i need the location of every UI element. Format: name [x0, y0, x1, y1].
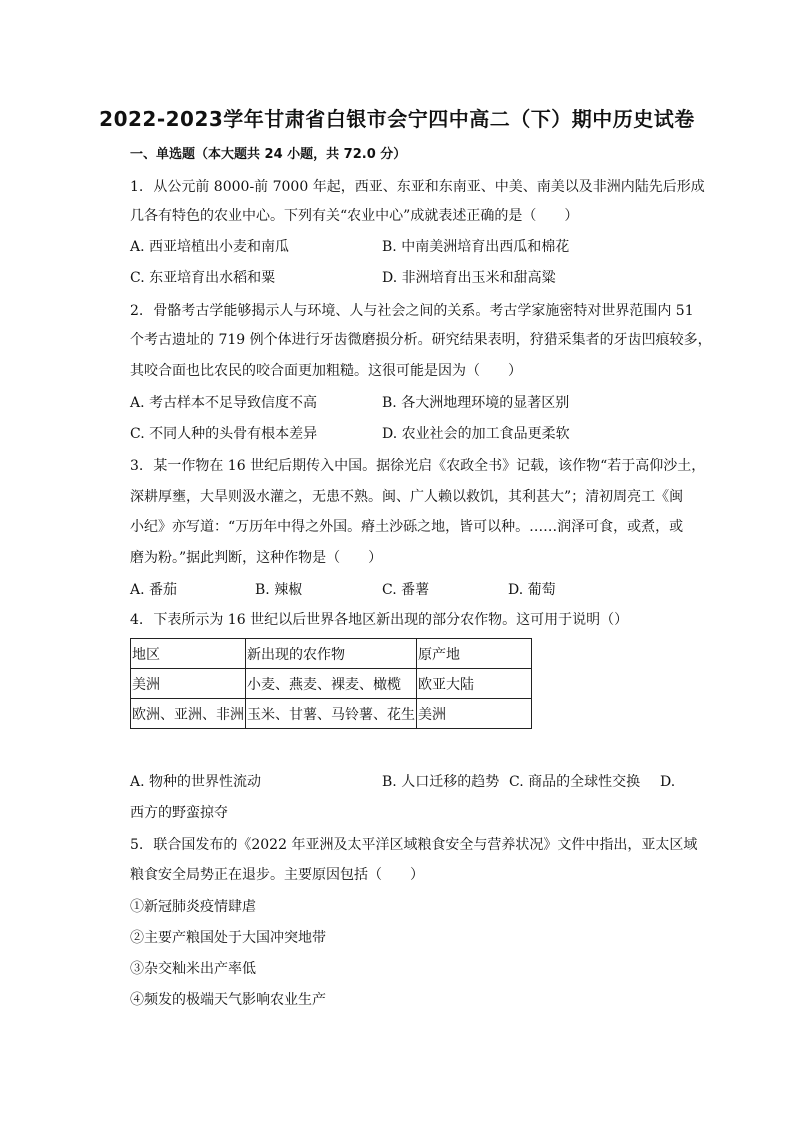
q4-crops-table [130, 638, 532, 729]
table-header-crops: 新出现的农作物 [246, 639, 417, 669]
q3-line-1 [130, 456, 705, 476]
q1-text-1: 从公元前 8000-前 7000 年起，西亚、东亚和东南亚、中美、南美以及非洲内陆先后形成 [153, 179, 705, 195]
q4-option-d[interactable]: D. [660, 774, 676, 790]
q4-option-c[interactable]: C. 商品的全球性交换 [509, 774, 641, 790]
q5-text-1: 联合国发布的《2022 年亚洲及太平洋区域粮食安全与营养状况》文件中指出，亚太区域 [153, 837, 698, 853]
q2-option-d[interactable]: D. 农业社会的加工食品更柔软 [382, 426, 570, 442]
q3-line-3: 小纪》亦写道：“万历年中得之外国。瘠土沙砾之地，皆可以种。……润泽可食，或煮，或 [130, 519, 684, 535]
table-cell: 美洲 [131, 669, 246, 699]
table-cell: 欧洲、亚洲、非洲 [131, 699, 246, 729]
q4-line-1 [130, 610, 628, 630]
q1-option-a[interactable]: A. 西亚培植出小麦和南瓜 [130, 239, 290, 255]
q2-line-3: 其咬合面也比农民的咬合面更加粗糙。这很可能是因为（ ） [130, 363, 522, 379]
q1-number: 1. [130, 179, 144, 195]
q3-option-d[interactable]: D. 葡萄 [508, 582, 556, 598]
table-header-region: 地区 [131, 639, 246, 669]
q5-line-2: 粮食安全局势正在退步。主要原因包括（ ） [130, 867, 424, 883]
q2-option-c[interactable]: C. 不同人种的头骨有根本差异 [130, 426, 318, 442]
q4-option-a[interactable]: A. 物种的世界性流动 [130, 774, 262, 790]
table-cell: 美洲 [417, 699, 532, 729]
q5-item-2: ②主要产粮国处于大国冲突地带 [130, 930, 326, 946]
section-heading: 一、单选题（本大题共 24 小题，共 72.0 分） [130, 147, 407, 162]
q1-option-d[interactable]: D. 非洲培育出玉米和甜高粱 [382, 270, 556, 286]
q2-line-2: 个考古遗址的 719 例个体进行牙齿微磨损分析。研究结果表明，狩猎采集者的牙齿凹痕较多， [130, 332, 712, 348]
q5-item-4: ④频发的极端天气影响农业生产 [130, 992, 326, 1008]
q1-line-1 [130, 177, 705, 197]
q3-number: 3. [130, 458, 144, 474]
exam-title: 2022-2023学年甘肃省白银市会宁四中高二（下）期中历史试卷 [99, 107, 695, 131]
table-header-origin: 原产地 [417, 639, 532, 669]
q3-line-4: 磨为粉。”据此判断，这种作物是（ ） [130, 550, 383, 566]
q2-number: 2. [130, 303, 144, 319]
q2-option-a[interactable]: A. 考古样本不足导致信度不高 [130, 395, 318, 411]
q3-option-b[interactable]: B. 辣椒 [255, 582, 303, 598]
q4-number: 4. [130, 612, 144, 628]
q3-text-1: 某一作物在 16 世纪后期传入中国。据徐光启《农政全书》记载，该作物“若于高仰沙土， [153, 458, 706, 474]
table-cell: 小麦、燕麦、裸麦、橄榄 [246, 669, 417, 699]
q5-number: 5. [130, 837, 144, 853]
table-cell: 玉米、甘薯、马铃薯、花生 [246, 699, 417, 729]
q4-option-d-text[interactable]: 西方的野蛮掠夺 [130, 805, 228, 821]
q3-option-a[interactable]: A. 番茄 [130, 582, 178, 598]
q5-item-3: ③杂交籼米出产率低 [130, 961, 256, 977]
table-row [131, 639, 532, 669]
q5-item-1: ①新冠肺炎疫情肆虐 [130, 899, 256, 915]
table-row [131, 699, 532, 729]
q2-line-1 [130, 301, 694, 321]
q4-option-b[interactable]: B. 人口迁移的趋势 [382, 774, 500, 790]
q1-option-b[interactable]: B. 中南美洲培育出西瓜和棉花 [382, 239, 570, 255]
q3-line-2: 深耕厚壅，大旱则汲水灌之，无患不熟。闽、广人赖以救饥，其利甚大”；清初周亮工《闽 [130, 489, 684, 505]
q2-option-b[interactable]: B. 各大洲地理环境的显著区别 [382, 395, 570, 411]
q3-option-c[interactable]: C. 番薯 [382, 582, 430, 598]
q5-line-1 [130, 835, 697, 855]
table-cell: 欧亚大陆 [417, 669, 532, 699]
q2-text-1: 骨骼考古学能够揭示人与环境、人与社会之间的关系。考古学家施密特对世界范围内 51 [153, 303, 694, 319]
q1-option-c[interactable]: C. 东亚培育出水稻和粟 [130, 270, 276, 286]
table-row [131, 669, 532, 699]
q4-text-1: 下表所示为 16 世纪以后世界各地区新出现的部分农作物。这可用于说明（） [153, 612, 629, 628]
q1-line-2: 几各有特色的农业中心。下列有关“农业中心”成就表述正确的是（ ） [130, 208, 579, 224]
